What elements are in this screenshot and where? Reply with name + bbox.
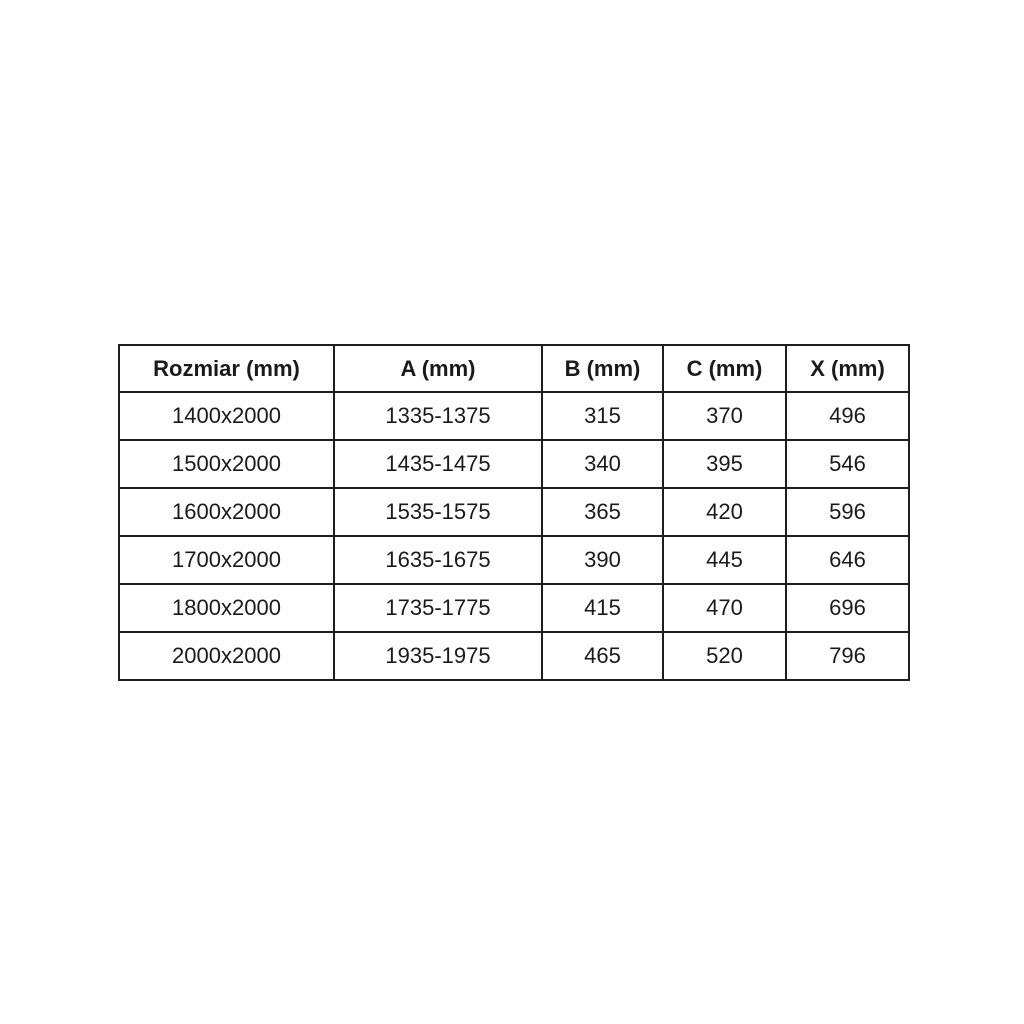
cell-x: 546 xyxy=(786,440,909,488)
column-header-x: X (mm) xyxy=(786,345,909,392)
cell-c: 470 xyxy=(663,584,786,632)
cell-c: 370 xyxy=(663,392,786,440)
cell-a: 1435-1475 xyxy=(334,440,542,488)
dimensions-table xyxy=(118,344,910,681)
cell-a: 1735-1775 xyxy=(334,584,542,632)
column-header-b: B (mm) xyxy=(542,345,663,392)
cell-a: 1635-1675 xyxy=(334,536,542,584)
cell-x: 496 xyxy=(786,392,909,440)
header-row xyxy=(119,345,909,392)
cell-b: 465 xyxy=(542,632,663,680)
table-row xyxy=(119,536,909,584)
cell-a: 1335-1375 xyxy=(334,392,542,440)
cell-a: 1935-1975 xyxy=(334,632,542,680)
table-row xyxy=(119,392,909,440)
cell-rozmiar: 1600x2000 xyxy=(119,488,334,536)
cell-rozmiar: 1700x2000 xyxy=(119,536,334,584)
cell-rozmiar: 2000x2000 xyxy=(119,632,334,680)
cell-c: 420 xyxy=(663,488,786,536)
table-row xyxy=(119,488,909,536)
column-header-c: C (mm) xyxy=(663,345,786,392)
cell-b: 340 xyxy=(542,440,663,488)
cell-rozmiar: 1400x2000 xyxy=(119,392,334,440)
table-row xyxy=(119,632,909,680)
cell-x: 696 xyxy=(786,584,909,632)
cell-rozmiar: 1500x2000 xyxy=(119,440,334,488)
cell-x: 646 xyxy=(786,536,909,584)
cell-b: 365 xyxy=(542,488,663,536)
column-header-a: A (mm) xyxy=(334,345,542,392)
cell-a: 1535-1575 xyxy=(334,488,542,536)
cell-c: 395 xyxy=(663,440,786,488)
cell-b: 390 xyxy=(542,536,663,584)
column-header-rozmiar: Rozmiar (mm) xyxy=(119,345,334,392)
cell-b: 315 xyxy=(542,392,663,440)
table-row xyxy=(119,440,909,488)
cell-x: 596 xyxy=(786,488,909,536)
table-row xyxy=(119,584,909,632)
cell-x: 796 xyxy=(786,632,909,680)
cell-c: 520 xyxy=(663,632,786,680)
cell-b: 415 xyxy=(542,584,663,632)
cell-rozmiar: 1800x2000 xyxy=(119,584,334,632)
cell-c: 445 xyxy=(663,536,786,584)
dimensions-table-container xyxy=(118,344,908,681)
